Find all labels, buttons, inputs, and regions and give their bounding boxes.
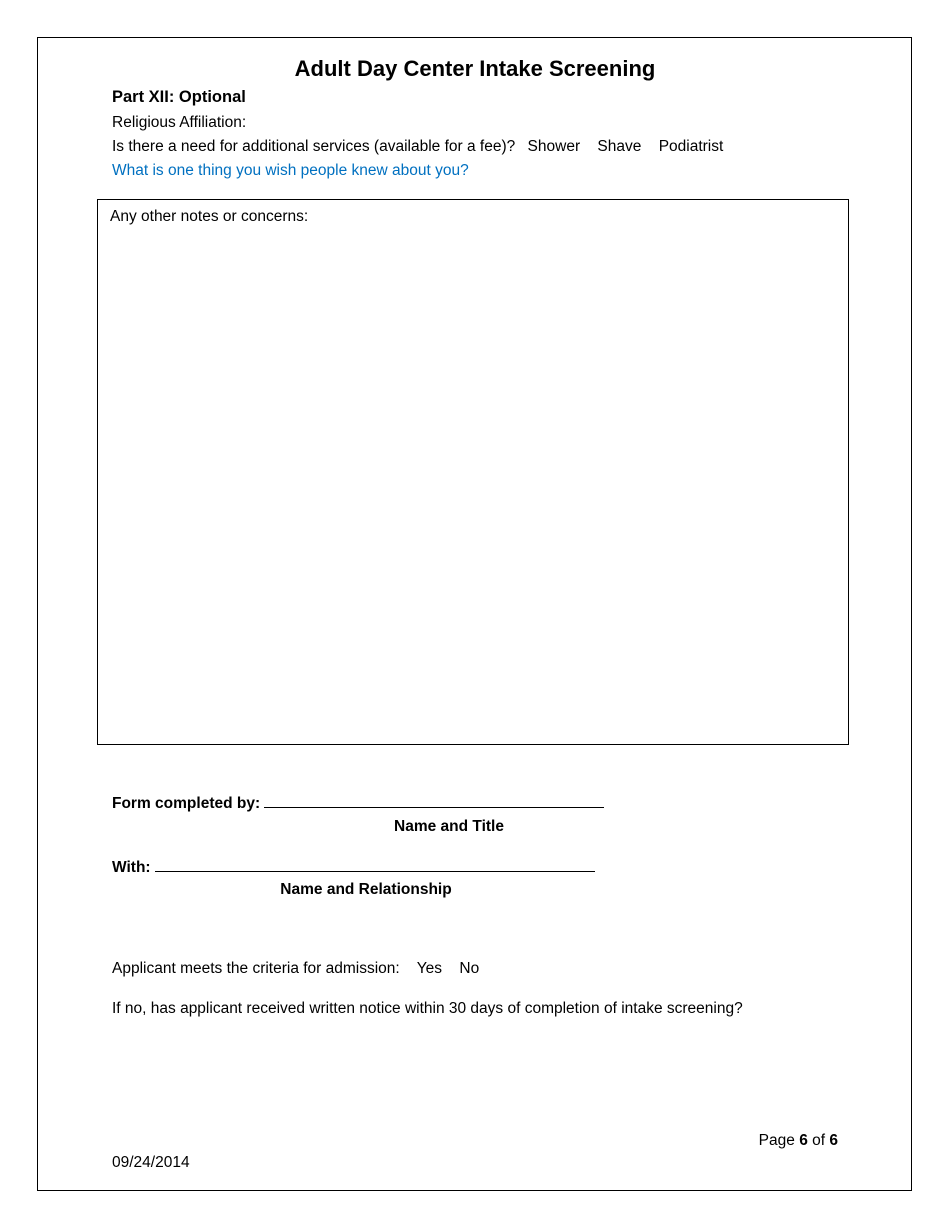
form-date: 09/24/2014 <box>112 1154 190 1171</box>
with-label: With: <box>112 859 151 876</box>
notes-label: Any other notes or concerns: <box>110 208 309 225</box>
page-word: Page <box>758 1132 795 1149</box>
page-number <box>740 1132 838 1150</box>
page-title: Adult Day Center Intake Screening <box>294 56 656 81</box>
of-word: of <box>812 1132 826 1149</box>
admission-option-no[interactable]: No <box>459 960 480 977</box>
service-option-shave[interactable]: Shave <box>597 138 642 155</box>
page-total: 6 <box>829 1132 838 1149</box>
part-xii-heading: Part XII: Optional <box>112 88 246 106</box>
religious-affiliation-label: Religious Affiliation: <box>112 114 247 131</box>
notes-box[interactable] <box>97 199 849 745</box>
service-option-shower[interactable]: Shower <box>527 138 581 155</box>
with-signature-line[interactable] <box>155 857 595 872</box>
additional-services-row <box>112 138 723 156</box>
completed-by-signature-line[interactable] <box>264 793 604 808</box>
with-caption: Name and Relationship <box>280 881 452 898</box>
wish-question[interactable]: What is one thing you wish people knew about you? <box>112 162 469 179</box>
admission-criteria-label: Applicant meets the criteria for admission: <box>112 960 400 977</box>
admission-option-yes[interactable]: Yes <box>416 960 443 977</box>
notice-question: If no, has applicant received written notice within 30 days of completion of intake screening? <box>112 1000 743 1017</box>
completed-by-caption: Name and Title <box>394 818 504 835</box>
admission-criteria-row <box>112 960 479 978</box>
additional-services-question: Is there a need for additional services (available for a fee)? <box>112 138 516 155</box>
completed-by-label: Form completed by: <box>112 795 261 812</box>
service-option-podiatrist[interactable]: Podiatrist <box>658 138 724 155</box>
page-current: 6 <box>799 1132 808 1149</box>
completed-by-row <box>112 793 604 813</box>
with-row <box>112 857 595 877</box>
